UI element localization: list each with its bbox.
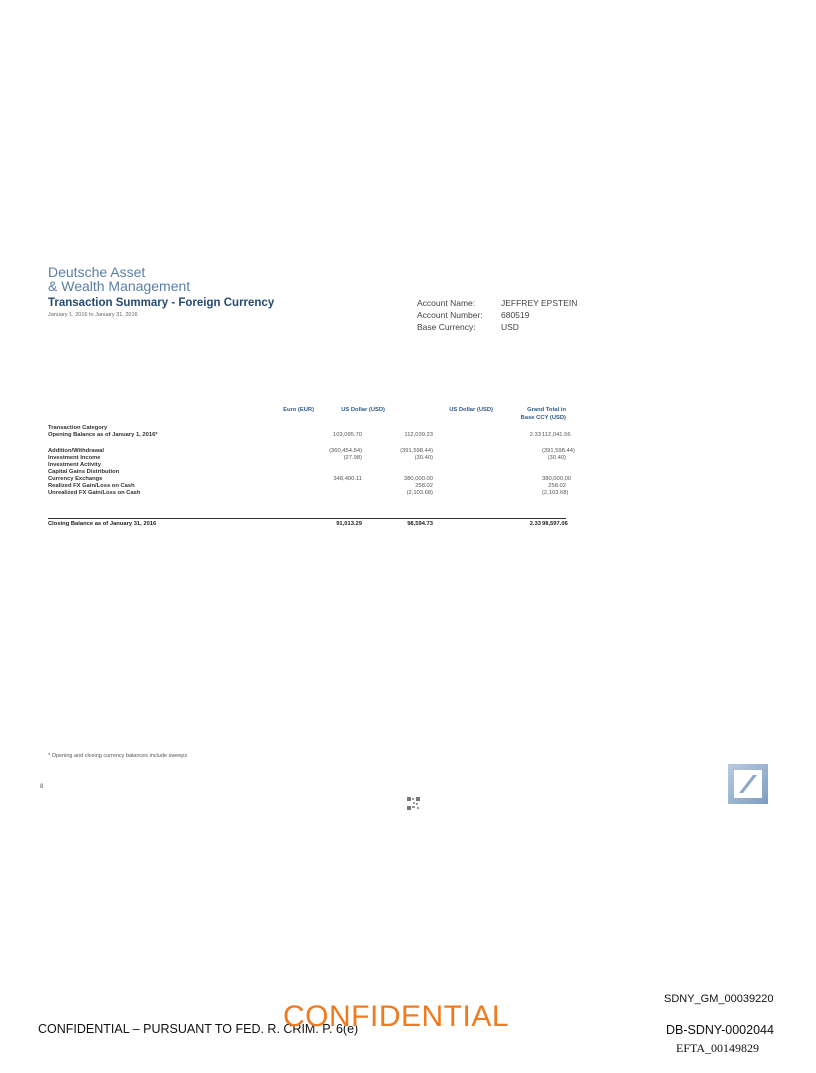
base-currency-label: Base Currency: [417,322,476,332]
efta-number: EFTA_00149829 [676,1041,760,1055]
cell-eur: (27.98) [343,455,362,461]
cell-grand-total: 112,041.56 [542,432,571,438]
cell-usd: (2,103.68) [406,490,433,496]
page-title: Transaction Summary - Foreign Currency [48,297,275,309]
table-row [48,476,572,483]
closing-row [48,521,568,528]
cell-eur: 348,400.11 [333,476,362,482]
cell-grand-total: (391,598.44) [542,448,575,454]
bates-sdny: SDNY_GM_00039220 [664,993,774,1005]
confidential-notice: CONFIDENTIAL – PURSUANT TO FED. R. CRIM. P. 6(e) [38,1022,359,1036]
account-number-value: 680519 [501,310,530,320]
footnote: * Opening and closing currency balances include sweeps [48,753,188,759]
cell-usd: (391,598.44) [400,448,433,454]
row-label: Realized FX Gain/Loss on Cash [48,483,135,489]
table-row [48,455,568,462]
cell-usd-2: 2.33 [529,521,541,527]
deutsche-bank-logo-icon [728,764,768,804]
column-header-base-ccy: Base CCY (USD) [520,415,566,421]
row-label: Opening Balance as of January 1, 2016* [48,432,158,438]
table-row [48,469,568,476]
cell-usd-2: 2.33 [529,432,541,438]
column-header-usd: US Dollar (USD) [341,407,385,413]
row-label: Unrealized FX Gain/Loss on Cash [48,490,141,496]
date-range: January 1, 2016 to January 31, 2016 [48,312,138,318]
row-label: Investment Activity [48,462,101,468]
cell-grand-total: (2,103.68) [542,490,569,496]
column-header-grand-total: Grand Total in [527,407,566,413]
account-number-label: Account Number: [417,310,483,320]
table-row [48,462,568,469]
row-label: Closing Balance as of January 31, 2016 [48,521,157,527]
cell-eur: 103,095.70 [332,432,362,438]
cell-grand-total: 98,597.06 [542,521,568,527]
row-label: Currency Exchange [48,476,103,482]
table-row [48,425,568,432]
closing-rule [48,518,566,519]
qr-code-icon [407,797,420,810]
table-row [48,448,575,455]
account-name-row [417,298,577,308]
base-currency-row [417,322,519,332]
table-row [48,483,568,490]
confidential-stamp: CONFIDENTIAL [283,1000,510,1033]
cell-usd: 258.02 [415,483,433,489]
column-header-eur: Euro (EUR) [283,407,314,413]
cell-eur: (360,454.54) [329,448,362,454]
table-row [48,490,568,497]
cell-grand-total: 258.02 [548,483,566,489]
cell-usd: 98,594.73 [407,521,433,527]
cell-grand-total: 380,000.00 [542,476,572,482]
row-label: Investment Income [48,455,101,461]
brand-line-1: Deutsche Asset [48,264,146,280]
cell-grand-total: (30.40) [547,455,566,461]
page-number: 8 [40,784,44,790]
account-number-row [417,310,529,320]
row-label: Addition/Withdrawal [48,448,104,454]
bates-db: DB-SDNY-0002044 [666,1023,774,1037]
brand-line-2: & Wealth Management [48,278,191,294]
cell-usd: (30.40) [414,455,433,461]
column-header-usd-2: US Dollar (USD) [449,407,493,413]
table-row [48,432,571,439]
account-name-value: JEFFREY EPSTEIN [501,298,578,308]
cell-eur: 91,013.29 [336,521,362,527]
cell-usd: 380,000.00 [403,476,433,482]
row-label: Capital Gains Distribution [48,469,120,475]
base-currency-value: USD [501,322,519,332]
account-name-label: Account Name: [417,298,476,308]
cell-usd: 112,039.23 [404,432,433,438]
row-label: Transaction Category [48,425,108,431]
